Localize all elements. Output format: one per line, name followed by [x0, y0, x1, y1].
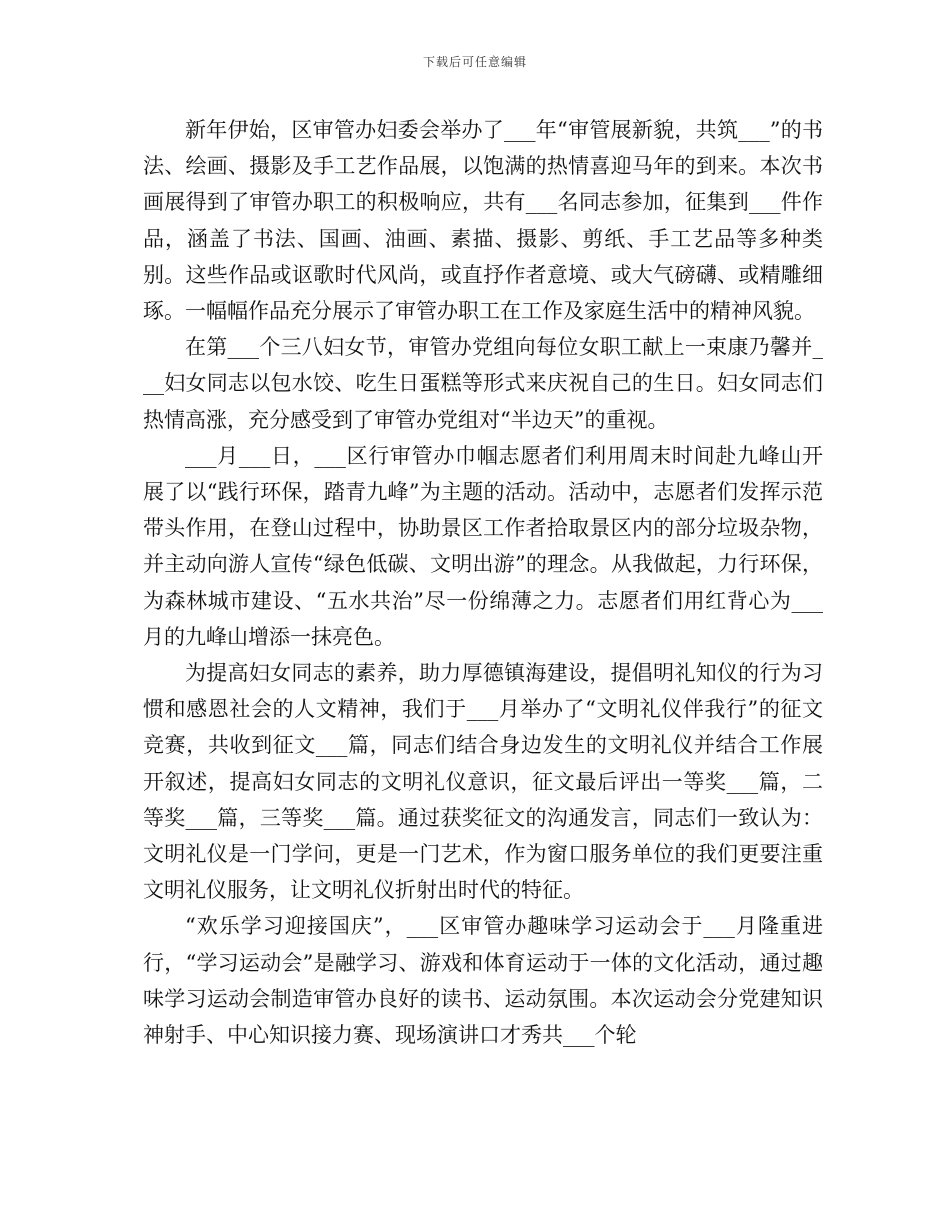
paragraph-essay-contest: 为提高妇女同志的素养，助力厚德镇海建设，提倡明礼知仪的行为习惯和感恩社会的人文精神，我们于___月举办了“文明礼仪伴我行”的征文竞赛，共收到征文___篇，同志们结合身边发生的文明礼仪并结合工作展开叙述，提高妇女同志的文明礼仪意识，征文最后评出一等奖___篇，二等奖___篇，三等奖___篇。通过获奖征文的沟通发言，同志们一致认为：文明礼仪是一门学问，更是一门艺术，作为窗口服务单位的我们更要注重文明礼仪服务，让文明礼仪折射出时代的特征。: [143, 661, 823, 903]
paragraph-volunteer-activity: ___月___日，___区行审管办巾帼志愿者们利用周末时间赴九峰山开展了以“践行环保，踏青九峰”为主题的活动。活动中，志愿者们发挥示范带头作用，在登山过程中，协助景区工作者拾取景区内的部分垃圾杂物，并主动向游人宣传“绿色低碳、文明出游”的理念。从我做起，力行环保，为森林城市建设、“五水共治”尽一份绵薄之力。志愿者们用红背心为___月的九峰山增添一抹亮色。: [143, 443, 823, 649]
page-header: 下载后可任意编辑: [422, 55, 527, 69]
paragraph-womens-day: 在第___个三八妇女节，审管办党组向每位女职工献上一束康乃馨并___妇女同志以包水饺、吃生日蛋糕等形式来庆祝自己的生日。妇女同志们热情高涨，充分感受到了审管办党组对“半边天”的重视。: [143, 335, 823, 432]
document-body: [143, 112, 823, 1053]
paragraph-learning-sports-meet: “欢乐学习迎接国庆”，___区审管办趣味学习运动会于___月隆重进行，“学习运动会”是融学习、游戏和体育运动于一体的文化活动，通过趣味学习运动会制造审管办良好的读书、运动氛围。本次运动会分党建知识神射手、中心知识接力赛、现场演讲口才秀共___个轮: [143, 914, 823, 1048]
paragraph-calligraphy-exhibition: 新年伊始，区审管办妇委会举办了___年“审管展新貌，共筑___”的书法、绘画、摄影及手工艺作品展，以饱满的热情喜迎马年的到来。本次书画展得到了审管办职工的积极响应，共有___名同志参加，征集到___件作品，涵盖了书法、国画、油画、素描、摄影、剪纸、手工艺品等多种类别。这些作品或讴歌时代风尚，或直抒作者意境、或大气磅礴、或精雕细琢。一幅幅作品充分展示了审管办职工在工作及家庭生活中的精神风貌。: [143, 118, 823, 324]
